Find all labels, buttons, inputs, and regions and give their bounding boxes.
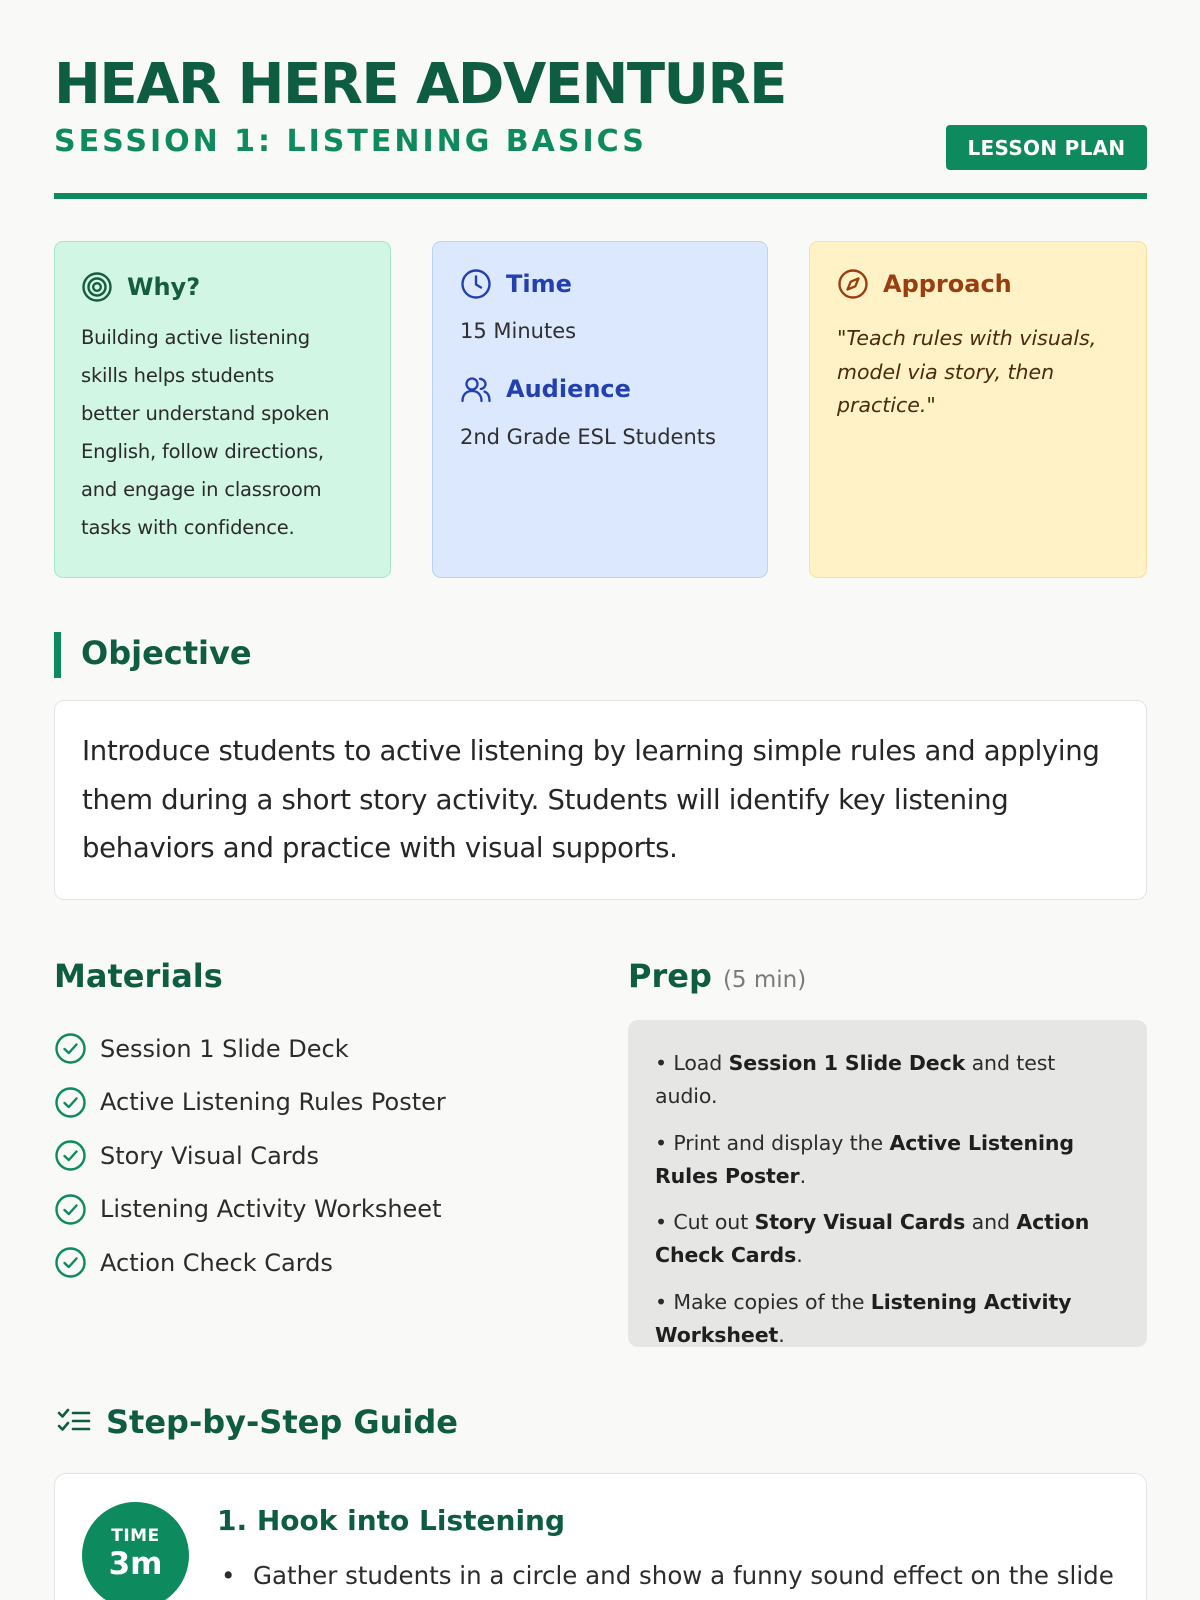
check-circle-icon (54, 1193, 87, 1226)
time-audience-card (432, 241, 768, 578)
materials-item (54, 1183, 446, 1237)
step-bullets (217, 1558, 1117, 1594)
prep-text: . (796, 1243, 803, 1267)
compass-icon (837, 268, 869, 300)
prep-bold: Session 1 Slide Deck (728, 1051, 966, 1075)
materials-item (54, 1236, 446, 1290)
prep-bold: Listening Activity Worksheet (655, 1289, 1072, 1347)
approach-quote-line: practice." (837, 393, 936, 417)
prep-text: and (965, 1210, 1017, 1234)
why-line: and engage in classroom (81, 478, 322, 501)
step-bullet: • Gather students in a circle and show a funny sound effect on the slide (217, 1558, 1117, 1594)
prep-bold: Story Visual Cards (754, 1210, 966, 1234)
lesson-plan-badge: LESSON PLAN (946, 125, 1147, 170)
audience-value: 2nd Grade ESL Students (460, 425, 716, 449)
objective-line: behaviors and practice with visual supports. (82, 832, 678, 864)
why-card-heading (81, 271, 200, 303)
prep-item (655, 1047, 1120, 1113)
approach-quote-line: "Teach rules with visuals, (837, 326, 1097, 350)
objective-heading: Objective (81, 634, 252, 672)
guide-heading-text: Step-by-Step Guide (106, 1403, 458, 1441)
prep-heading (628, 957, 806, 995)
approach-heading (837, 268, 1012, 300)
prep-text: • Load (655, 1051, 729, 1075)
step-title: 1. Hook into Listening (217, 1504, 566, 1537)
prep-text: • Print and display the (655, 1130, 890, 1155)
materials-heading: Materials (54, 957, 223, 995)
prep-text: . (778, 1322, 785, 1347)
step-time-value: 3m (108, 1546, 163, 1582)
prep-heading-text: Prep (628, 957, 712, 995)
why-card-body (81, 319, 371, 547)
materials-list (54, 1022, 446, 1290)
objective-line: Introduce students to active listening by learning simple rules and applying (82, 735, 1100, 767)
prep-text: . (799, 1163, 806, 1188)
prep-duration: (5 min) (722, 967, 807, 993)
time-heading-text: Time (506, 270, 572, 298)
materials-item (54, 1129, 446, 1183)
approach-heading-text: Approach (883, 270, 1012, 298)
materials-item-label: Listening Activity Worksheet (100, 1195, 442, 1224)
step-time-label: TIME (111, 1526, 160, 1546)
prep-text: • Cut out (655, 1210, 755, 1234)
check-circle-icon (54, 1139, 87, 1172)
why-line: tasks with confidence. (81, 516, 295, 539)
clock-icon (460, 268, 492, 300)
materials-item-label: Action Check Cards (100, 1248, 333, 1277)
step-time-badge (82, 1502, 189, 1600)
why-line: English, follow directions, (81, 440, 324, 463)
objective-line: them during a short story activity. Students will identify key listening (82, 783, 1009, 816)
prep-item (655, 1286, 1120, 1352)
session-subtitle: SESSION 1: LISTENING BASICS (54, 124, 647, 159)
prep-text: and test audio. (655, 1051, 1056, 1108)
materials-item-label: Story Visual Cards (100, 1141, 319, 1170)
time-heading (460, 268, 572, 300)
materials-item-label: Session 1 Slide Deck (100, 1034, 349, 1063)
prep-item (655, 1206, 1120, 1272)
header-divider (54, 193, 1147, 199)
prep-bold: Active Listening Rules Poster (655, 1130, 1074, 1188)
prep-bold: Action Check Cards (655, 1210, 1090, 1267)
approach-quote-line: model via story, then (837, 359, 1055, 384)
check-circle-icon (54, 1032, 87, 1065)
objective-box (54, 700, 1147, 900)
materials-item (54, 1022, 446, 1076)
time-value: 15 Minutes (460, 319, 577, 343)
audience-heading-text: Audience (506, 375, 631, 403)
checklist-icon (56, 1404, 92, 1440)
why-heading-text: Why? (127, 273, 201, 301)
materials-item (54, 1076, 446, 1130)
objective-accent-bar (54, 632, 61, 678)
step-card (54, 1473, 1147, 1600)
why-line: Building active listening (81, 326, 310, 349)
page-title: HEAR HERE ADVENTURE (54, 52, 786, 117)
prep-text: • Make copies of the (655, 1289, 871, 1314)
materials-item-label: Active Listening Rules Poster (100, 1088, 446, 1117)
audience-heading (460, 373, 631, 405)
approach-quote (837, 322, 1127, 423)
check-circle-icon (54, 1246, 87, 1279)
why-line: better understand spoken (81, 402, 330, 425)
prep-item (655, 1127, 1120, 1193)
lesson-plan-page (54, 0, 1147, 1600)
approach-card (809, 241, 1147, 578)
prep-box (628, 1020, 1147, 1347)
check-circle-icon (54, 1086, 87, 1119)
target-icon (81, 271, 113, 303)
guide-heading (56, 1403, 458, 1441)
why-line: skills helps students (81, 364, 275, 387)
users-icon (460, 373, 492, 405)
